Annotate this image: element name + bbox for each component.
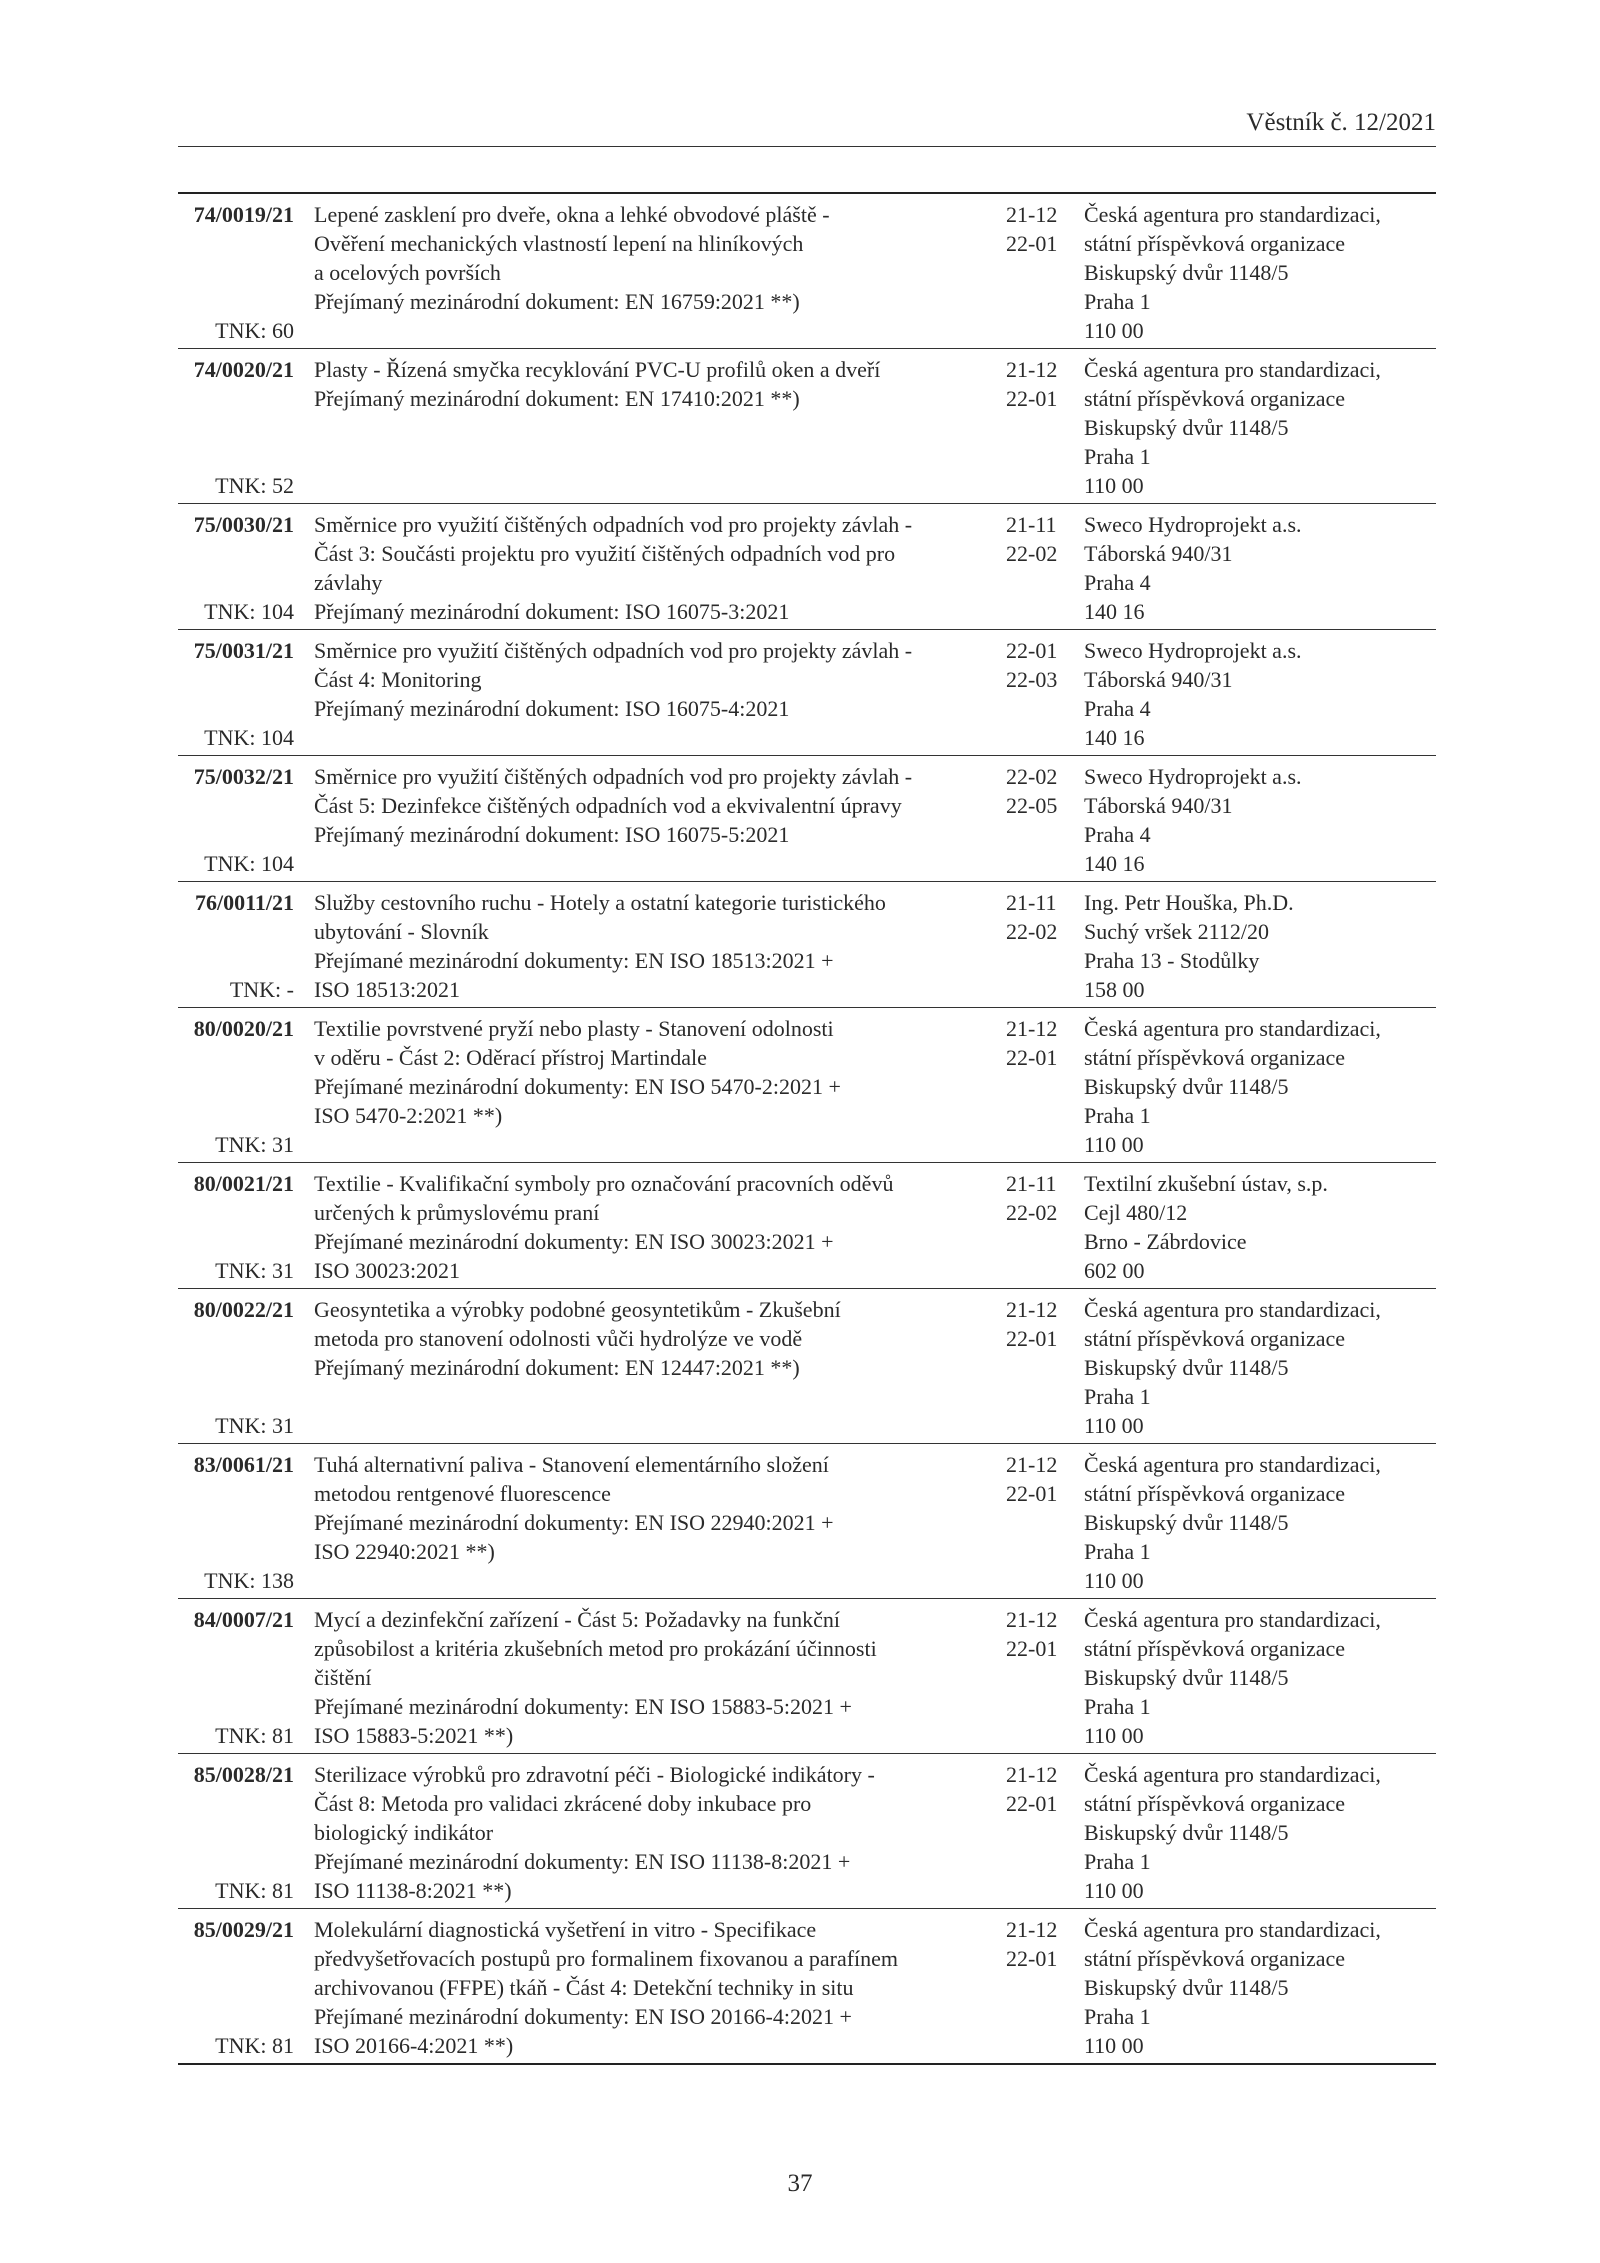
entry-code-column	[178, 1169, 308, 1285]
entry-code: 85/0028/21	[193, 1762, 294, 1787]
entry-address-line: Biskupský dvůr 1148/5	[1084, 1665, 1289, 1690]
entry-code-column	[178, 510, 308, 626]
entry-description-line: Přejímaný mezinárodní dokument: EN 16759:2021 **)	[314, 289, 800, 314]
page-header	[178, 108, 1436, 147]
entry-code: 76/0011/21	[194, 890, 294, 915]
entry-address-line: Biskupský dvůr 1148/5	[1084, 1074, 1289, 1099]
entry-address	[1078, 200, 1436, 345]
entry-code: 74/0020/21	[193, 357, 294, 382]
entry-address-line: Česká agentura pro standardizaci,	[1084, 1016, 1381, 1041]
entry-address-line: Táborská 940/31	[1084, 667, 1233, 692]
entry-tnk: TNK: 52	[215, 473, 294, 498]
entry-description-line: ISO 20166-4:2021 **)	[314, 2033, 514, 2058]
entry-code-column	[178, 1915, 308, 2060]
entry-address-line: Ing. Petr Houška, Ph.D.	[1084, 890, 1294, 915]
entry-description-line: Přejímaný mezinárodní dokument: EN 17410:2021 **)	[314, 386, 800, 411]
entry-description-line: metoda pro stanovení odolnosti vůči hydrolýze ve vodě	[314, 1326, 803, 1351]
entry-description-line: Služby cestovního ruchu - Hotely a ostatní kategorie turistického	[314, 890, 886, 915]
entry-description-line: Ověření mechanických vlastností lepení na hliníkových	[314, 231, 804, 256]
entry-description	[308, 1760, 1000, 1905]
entry-dates-line: 22-01	[1006, 1636, 1058, 1661]
entry-address-line: 110 00	[1084, 1132, 1144, 1157]
entry-description-line: Přejímaný mezinárodní dokument: ISO 16075-3:2021	[314, 599, 790, 624]
entry-dates-line: 21-11	[1006, 890, 1057, 915]
entry-code-column	[178, 1014, 308, 1159]
entry-tnk: TNK: 81	[215, 2033, 294, 2058]
entry-dates	[1000, 1915, 1078, 2060]
entry-description-line: biologický indikátor	[314, 1820, 494, 1845]
entry-address-line: Biskupský dvůr 1148/5	[1084, 1510, 1289, 1535]
entry-description-line: Část 3: Součásti projektu pro využití čištěných odpadních vod pro	[314, 541, 896, 566]
entry-description-line: Část 8: Metoda pro validaci zkrácené doby inkubace pro	[314, 1791, 812, 1816]
entry-dates-line: 22-01	[1006, 1946, 1058, 1971]
entry-address	[1078, 1915, 1436, 2060]
entry-address	[1078, 1605, 1436, 1750]
entry-address-line: Česká agentura pro standardizaci,	[1084, 1297, 1381, 1322]
table-row	[178, 1753, 1436, 1908]
entry-address-line: Praha 1	[1084, 1694, 1151, 1719]
entry-description	[308, 1014, 1000, 1159]
entry-address-line: 140 16	[1084, 851, 1145, 876]
entry-address-line: 602 00	[1084, 1258, 1145, 1283]
table-row	[178, 1007, 1436, 1162]
entry-address-line: Táborská 940/31	[1084, 541, 1233, 566]
entry-dates-line: 22-02	[1006, 1200, 1058, 1225]
entry-tnk: TNK: 138	[204, 1568, 294, 1593]
entry-address-line: Praha 1	[1084, 2004, 1151, 2029]
entry-code-column	[178, 355, 308, 500]
entry-dates-line: 21-12	[1006, 1297, 1058, 1322]
entry-address-line: 158 00	[1084, 977, 1145, 1002]
entry-address-line: Česká agentura pro standardizaci,	[1084, 1607, 1381, 1632]
entry-dates	[1000, 510, 1078, 626]
table-row	[178, 1288, 1436, 1443]
entry-description	[308, 355, 1000, 500]
entry-description-line: Přejímané mezinárodní dokumenty: EN ISO 30023:2021 +	[314, 1229, 834, 1254]
entry-description-line: Molekulární diagnostická vyšetření in vitro - Specifikace	[314, 1917, 817, 1942]
entry-description-line: Přejímaný mezinárodní dokument: ISO 16075-5:2021	[314, 822, 790, 847]
entry-description-line: závlahy	[314, 570, 383, 595]
entry-description-line: Textilie povrstvené pryží nebo plasty - Stanovení odolnosti	[314, 1016, 834, 1041]
entry-description-line: čištění	[314, 1665, 372, 1690]
entry-description	[308, 1169, 1000, 1285]
entry-code: 75/0032/21	[193, 764, 294, 789]
entry-address-line: státní příspěvková organizace	[1084, 1481, 1346, 1506]
entry-description-line: Přejímané mezinárodní dokumenty: EN ISO 18513:2021 +	[314, 948, 834, 973]
entry-address-line: Praha 1	[1084, 1539, 1151, 1564]
entry-address-line: Praha 1	[1084, 444, 1151, 469]
entry-code-column	[178, 1605, 308, 1750]
entry-code: 80/0022/21	[193, 1297, 294, 1322]
entry-dates	[1000, 888, 1078, 1004]
entry-dates-line: 21-12	[1006, 1917, 1058, 1942]
entry-address-line: státní příspěvková organizace	[1084, 1946, 1346, 1971]
entry-code-column	[178, 200, 308, 345]
table-row	[178, 1908, 1436, 2063]
entry-address-line: Praha 4	[1084, 696, 1151, 721]
entry-address-line: státní příspěvková organizace	[1084, 1791, 1346, 1816]
entry-description	[308, 200, 1000, 345]
entry-description-line: Přejímané mezinárodní dokumenty: EN ISO 5470-2:2021 +	[314, 1074, 841, 1099]
entry-dates	[1000, 200, 1078, 345]
entry-dates-line: 21-11	[1006, 1171, 1057, 1196]
entry-address-line: Česká agentura pro standardizaci,	[1084, 1917, 1381, 1942]
entry-dates-line: 22-01	[1006, 638, 1058, 663]
entry-address	[1078, 1014, 1436, 1159]
entry-description	[308, 1450, 1000, 1595]
entry-address-line: Biskupský dvůr 1148/5	[1084, 260, 1289, 285]
entry-dates-line: 21-12	[1006, 1452, 1058, 1477]
entry-address	[1078, 1760, 1436, 1905]
entry-address	[1078, 1169, 1436, 1285]
entry-address-line: Praha 13 - Stodůlky	[1084, 948, 1260, 973]
entry-dates-line: 22-01	[1006, 1481, 1058, 1506]
entry-description	[308, 1295, 1000, 1440]
entry-description-line: v oděru - Část 2: Oděrací přístroj Martindale	[314, 1045, 707, 1070]
entry-code: 85/0029/21	[193, 1917, 294, 1942]
entry-address	[1078, 510, 1436, 626]
table-row	[178, 194, 1436, 348]
entry-tnk: TNK: 31	[215, 1258, 294, 1283]
entry-tnk: TNK: 104	[204, 725, 294, 750]
entry-address-line: Biskupský dvůr 1148/5	[1084, 1820, 1289, 1845]
entry-address-line: Česká agentura pro standardizaci,	[1084, 1452, 1381, 1477]
entry-description-line: Mycí a dezinfekční zařízení - Část 5: Požadavky na funkční	[314, 1607, 840, 1632]
entry-description-line: Tuhá alternativní paliva - Stanovení elementárního složení	[314, 1452, 829, 1477]
entry-address-line: Praha 1	[1084, 289, 1151, 314]
entry-address-line: Suchý vršek 2112/20	[1084, 919, 1269, 944]
entry-address	[1078, 1295, 1436, 1440]
entry-dates-line: 22-02	[1006, 919, 1058, 944]
entry-dates	[1000, 762, 1078, 878]
entry-dates-line: 22-02	[1006, 764, 1058, 789]
entry-code-column	[178, 636, 308, 752]
entry-dates	[1000, 1014, 1078, 1159]
entry-dates	[1000, 355, 1078, 500]
entry-address-line: Táborská 940/31	[1084, 793, 1233, 818]
table-row	[178, 755, 1436, 881]
entry-description-line: Přejímané mezinárodní dokumenty: EN ISO 11138-8:2021 +	[314, 1849, 851, 1874]
entry-dates-line: 21-12	[1006, 1016, 1058, 1041]
entry-description-line: Přejímané mezinárodní dokumenty: EN ISO 22940:2021 +	[314, 1510, 834, 1535]
entry-description-line: ubytování - Slovník	[314, 919, 489, 944]
entry-description-line: metodou rentgenové fluorescence	[314, 1481, 611, 1506]
entry-address-line: 110 00	[1084, 318, 1144, 343]
header-title: Věstník č. 12/2021	[1246, 109, 1436, 136]
entry-address-line: Sweco Hydroprojekt a.s.	[1084, 638, 1302, 663]
entry-dates-line: 22-01	[1006, 386, 1058, 411]
entry-address-line: Cejl 480/12	[1084, 1200, 1188, 1225]
entry-description-line: archivovanou (FFPE) tkáň - Část 4: Detekční techniky in situ	[314, 1975, 854, 2000]
entry-dates-line: 22-01	[1006, 1791, 1058, 1816]
entry-address-line: Biskupský dvůr 1148/5	[1084, 415, 1289, 440]
entry-address-line: 110 00	[1084, 1878, 1144, 1903]
entry-dates	[1000, 636, 1078, 752]
entry-description	[308, 636, 1000, 752]
entry-address-line: Biskupský dvůr 1148/5	[1084, 1355, 1289, 1380]
entry-address-line: 110 00	[1084, 473, 1144, 498]
entry-description	[308, 762, 1000, 878]
entry-dates-line: 22-02	[1006, 541, 1058, 566]
entry-address	[1078, 636, 1436, 752]
entry-tnk: TNK: 104	[204, 851, 294, 876]
entry-address-line: Biskupský dvůr 1148/5	[1084, 1975, 1289, 2000]
entry-address-line: 110 00	[1084, 1413, 1144, 1438]
entry-address-line: Česká agentura pro standardizaci,	[1084, 202, 1381, 227]
table-row	[178, 1598, 1436, 1753]
entry-description-line: Část 5: Dezinfekce čištěných odpadních vod a ekvivalentní úpravy	[314, 793, 902, 818]
entry-code: 75/0031/21	[193, 638, 294, 663]
entry-address-line: státní příspěvková organizace	[1084, 231, 1346, 256]
entry-description-line: a ocelových površích	[314, 260, 501, 285]
table-row	[178, 1443, 1436, 1598]
entry-dates-line: 22-01	[1006, 1045, 1058, 1070]
entry-description-line: ISO 5470-2:2021 **)	[314, 1103, 503, 1128]
entry-description-line: Sterilizace výrobků pro zdravotní péči - Biologické indikátory -	[314, 1762, 875, 1787]
entry-description-line: ISO 30023:2021	[314, 1258, 461, 1283]
entry-dates-line: 21-12	[1006, 357, 1058, 382]
entry-address-line: Česká agentura pro standardizaci,	[1084, 1762, 1381, 1787]
entry-description-line: ISO 18513:2021	[314, 977, 461, 1002]
entry-dates-line: 22-01	[1006, 231, 1058, 256]
entry-address	[1078, 1450, 1436, 1595]
entry-address-line: Sweco Hydroprojekt a.s.	[1084, 512, 1302, 537]
table-row	[178, 348, 1436, 503]
entry-description	[308, 888, 1000, 1004]
entry-code: 74/0019/21	[193, 202, 294, 227]
table-row	[178, 503, 1436, 629]
entry-description-line: Přejímané mezinárodní dokumenty: EN ISO 15883-5:2021 +	[314, 1694, 852, 1719]
entry-address-line: Praha 4	[1084, 822, 1151, 847]
entry-address-line: 110 00	[1084, 1568, 1144, 1593]
entry-dates	[1000, 1760, 1078, 1905]
entry-description-line: způsobilost a kritéria zkušebních metod pro prokázání účinnosti	[314, 1636, 877, 1661]
entry-description-line: určených k průmyslovému praní	[314, 1200, 600, 1225]
entry-tnk: TNK: -	[229, 977, 294, 1002]
entry-address-line: Česká agentura pro standardizaci,	[1084, 357, 1381, 382]
entry-dates	[1000, 1450, 1078, 1595]
entry-address-line: státní příspěvková organizace	[1084, 1326, 1346, 1351]
entry-dates	[1000, 1605, 1078, 1750]
table-row	[178, 629, 1436, 755]
entry-address-line: státní příspěvková organizace	[1084, 386, 1346, 411]
entry-tnk: TNK: 31	[215, 1132, 294, 1157]
entry-description	[308, 510, 1000, 626]
entry-description-line: ISO 22940:2021 **)	[314, 1539, 495, 1564]
entry-dates-line: 22-01	[1006, 1326, 1058, 1351]
entry-description-line: Textilie - Kvalifikační symboly pro označování pracovních oděvů	[314, 1171, 894, 1196]
entry-address-line: 110 00	[1084, 1723, 1144, 1748]
entry-description-line: Část 4: Monitoring	[314, 667, 482, 692]
entry-address-line: státní příspěvková organizace	[1084, 1045, 1346, 1070]
table-row	[178, 881, 1436, 1007]
entry-description-line: Plasty - Řízená smyčka recyklování PVC-U profilů oken a dveří	[314, 357, 881, 382]
entry-dates	[1000, 1295, 1078, 1440]
entry-dates-line: 21-11	[1006, 512, 1057, 537]
entry-description-line: Směrnice pro využití čištěných odpadních vod pro projekty závlah -	[314, 512, 913, 537]
entry-tnk: TNK: 31	[215, 1413, 294, 1438]
entry-description-line: Přejímané mezinárodní dokumenty: EN ISO 20166-4:2021 +	[314, 2004, 852, 2029]
entry-address	[1078, 355, 1436, 500]
entry-dates-line: 21-12	[1006, 202, 1058, 227]
entry-address-line: 110 00	[1084, 2033, 1144, 2058]
entry-code: 80/0020/21	[193, 1016, 294, 1041]
entry-address-line: Praha 1	[1084, 1103, 1151, 1128]
entry-address-line: Brno - Zábrdovice	[1084, 1229, 1247, 1254]
entry-code-column	[178, 1760, 308, 1905]
entry-dates-line: 22-03	[1006, 667, 1058, 692]
entry-description-line: předvyšetřovacích postupů pro formalinem fixovanou a parafínem	[314, 1946, 899, 1971]
entry-dates-line: 22-05	[1006, 793, 1058, 818]
entry-description-line: Směrnice pro využití čištěných odpadních vod pro projekty závlah -	[314, 764, 913, 789]
entry-description-line: ISO 15883-5:2021 **)	[314, 1723, 514, 1748]
entry-address-line: 140 16	[1084, 725, 1145, 750]
entry-code: 83/0061/21	[193, 1452, 294, 1477]
entry-tnk: TNK: 81	[215, 1723, 294, 1748]
entry-address-line: Textilní zkušební ústav, s.p.	[1084, 1171, 1328, 1196]
entry-description-line: Přejímaný mezinárodní dokument: ISO 16075-4:2021	[314, 696, 790, 721]
entry-description-line: Geosyntetika a výrobky podobné geosyntetikům - Zkušební	[314, 1297, 841, 1322]
entry-address-line: Praha 4	[1084, 570, 1151, 595]
entry-address	[1078, 762, 1436, 878]
entry-address-line: 140 16	[1084, 599, 1145, 624]
entry-tnk: TNK: 60	[215, 318, 294, 343]
entry-code-column	[178, 762, 308, 878]
entry-description-line: ISO 11138-8:2021 **)	[314, 1878, 512, 1903]
entry-description-line: Směrnice pro využití čištěných odpadních vod pro projekty závlah -	[314, 638, 913, 663]
entry-dates	[1000, 1169, 1078, 1285]
entry-description-line: Lepené zasklení pro dveře, okna a lehké obvodové pláště -	[314, 202, 830, 227]
entry-address-line: Sweco Hydroprojekt a.s.	[1084, 764, 1302, 789]
entry-dates-line: 21-12	[1006, 1762, 1058, 1787]
entry-code-column	[178, 1450, 308, 1595]
entry-tnk: TNK: 104	[204, 599, 294, 624]
entry-dates-line: 21-12	[1006, 1607, 1058, 1632]
entry-code: 84/0007/21	[193, 1607, 294, 1632]
entry-description-line: Přejímaný mezinárodní dokument: EN 12447:2021 **)	[314, 1355, 800, 1380]
entry-address-line: Praha 1	[1084, 1849, 1151, 1874]
entry-address-line: Praha 1	[1084, 1384, 1151, 1409]
entry-address-line: státní příspěvková organizace	[1084, 1636, 1346, 1661]
entry-code-column	[178, 888, 308, 1004]
entry-address	[1078, 888, 1436, 1004]
entry-description	[308, 1605, 1000, 1750]
entry-code: 80/0021/21	[193, 1171, 294, 1196]
table-row	[178, 1162, 1436, 1288]
standards-table	[178, 192, 1436, 2065]
entry-code: 75/0030/21	[193, 512, 294, 537]
entry-code-column	[178, 1295, 308, 1440]
entry-tnk: TNK: 81	[215, 1878, 294, 1903]
page-number: 37	[787, 2170, 813, 2197]
entry-description	[308, 1915, 1000, 2060]
